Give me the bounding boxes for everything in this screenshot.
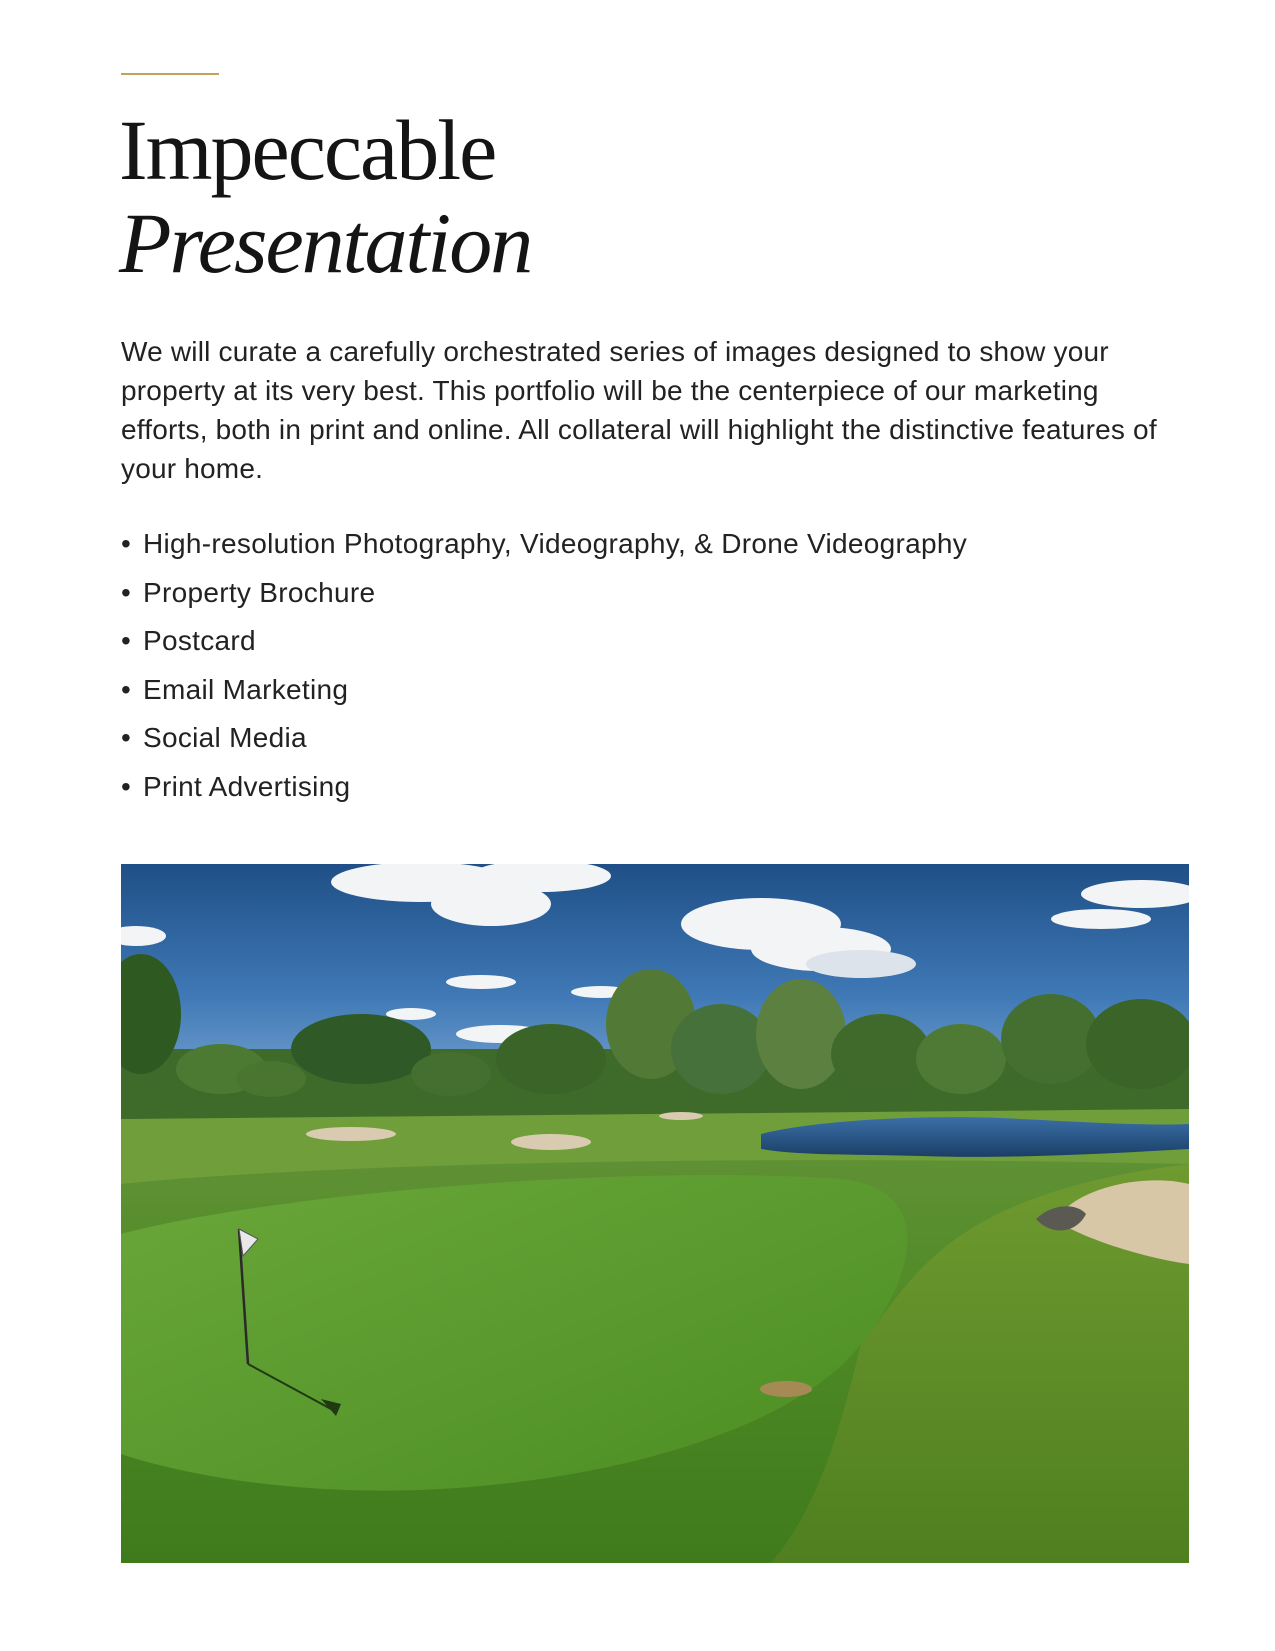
- bullet-icon: •: [121, 722, 132, 753]
- bullet-icon: •: [121, 673, 132, 705]
- list-item: [121, 666, 967, 715]
- title-line-1: Impeccable: [119, 102, 496, 198]
- list-item: [121, 763, 967, 812]
- list-item: [121, 569, 967, 618]
- accent-rule: [121, 73, 219, 75]
- list-item-label: Email Marketing: [143, 673, 349, 705]
- bullet-icon: •: [121, 770, 132, 802]
- intro-paragraph: We will curate a carefully orchestrated series of images designed to show your property at its very best. This portfolio will be the centerpiece of our marketing efforts, both in print and online. All collateral will highlight the distinctive features of your home.: [121, 336, 1157, 484]
- golf-course-photo: [121, 864, 1189, 1563]
- list-item: [121, 617, 967, 666]
- list-item-label: Postcard: [143, 625, 256, 656]
- bullet-icon: •: [121, 528, 132, 559]
- list-item-label: Social Media: [143, 722, 307, 753]
- list-item: [121, 520, 967, 569]
- list-item-label: Property Brochure: [143, 576, 376, 608]
- list-item-label: High-resolution Photography, Videography, & Drone Videography: [143, 528, 968, 559]
- page-title: [119, 102, 532, 291]
- feature-list: [121, 520, 967, 811]
- golf-course-illustration: [121, 864, 1189, 1563]
- bullet-icon: •: [121, 576, 132, 608]
- title-line-2: Presentation: [119, 195, 532, 291]
- list-item-label: Print Advertising: [143, 770, 351, 802]
- bullet-icon: •: [121, 625, 132, 656]
- list-item: [121, 714, 967, 763]
- divot: [760, 1381, 812, 1397]
